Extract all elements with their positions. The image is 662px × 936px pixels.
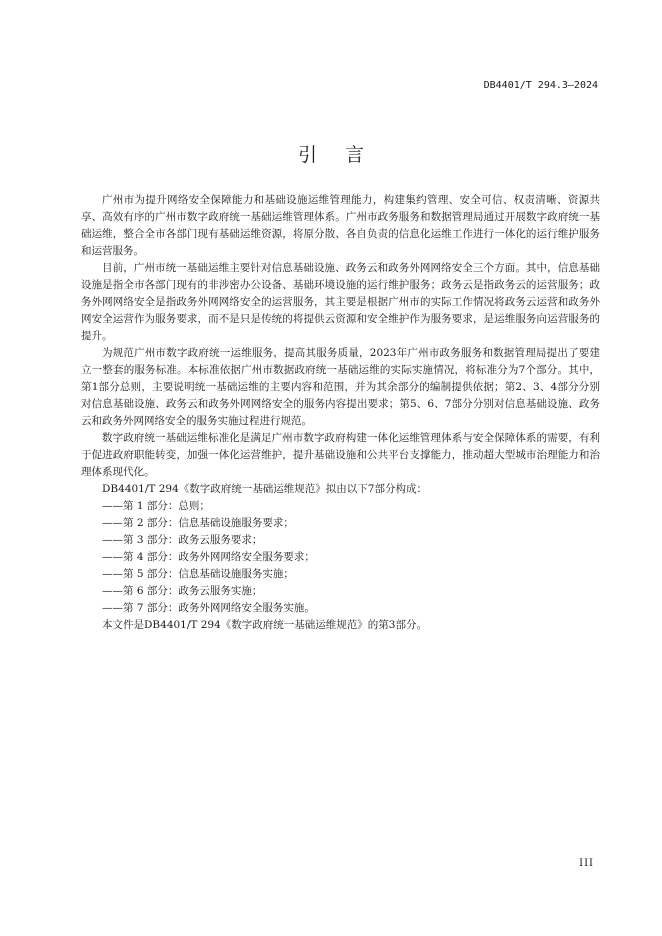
list-item: ——第 3 部分：政务云服务要求； [102,534,263,546]
list-item: ——第 5 部分：信息基础设施服务实施； [102,568,294,580]
body-content [81,192,600,634]
parts-list [81,498,600,617]
intro-paragraph-4: 数字政府统一基础运维标准化是满足广州市数字政府构建一体化运维管理体系与安全保障体系的需要，有利于促进政府职能转变，加强一体化运营维护，提升基础设施和公共平台支撑能力，推动超大型城市治理能力和治理体系现代化。 [81,432,600,478]
list-item: ——第 6 部分：政务云服务实施； [102,585,263,597]
list-item: ——第 2 部分：信息基础设施服务要求； [102,517,294,529]
page-number: III [579,858,594,869]
intro-paragraph-2: 目前，广州市统一基础运维主要针对信息基础设施、政务云和政务外网网络安全三个方面。其中，信息基础设施是指全市各部门现有的非涉密办公设备、基础环境设施的运行维护服务；政务云是指政务云的运营服务；政务外网网络安全是指政务外网网络安全的运营服务，其主要是根据广州市的实际工作情况将政务云运营和政务外网安全运营作为服务要求，而不是只是传统的将提供云资源和安全维护作为服务要求，是运维服务向运营服务的提升。 [81,262,600,342]
list-item: ——第 7 部分：政务外网网络安全服务实施。 [102,602,315,614]
page-title: 引言 [297,144,392,166]
document-code: DB4401/T 294.3—2024 [483,80,598,91]
list-item: ——第 1 部分：总则； [102,500,210,512]
intro-paragraph-1: 广州市为提升网络安全保障能力和基础设施运维管理能力，构建集约管理、安全可信、权责清晰、资源共享、高效有序的广州市数字政府统一基础运维管理体系。广州市政务服务和数据管理局通过开展数字政府统一基础运维，整合全市各部门现有基础运维资源，将原分散、各自负责的信息化运维工作进行一体化的运行维护服务和运营服务。 [81,194,600,257]
parts-intro-paragraph: DB4401/T 294《数字政府统一基础运维规范》拟由以下7部分构成： [102,483,427,495]
closing-paragraph: 本文件是DB4401/T 294《数字政府统一基础运维规范》的第3部分。 [102,619,427,631]
intro-paragraph-3: 为规范广州市数字政府统一运维服务，提高其服务质量，2023年广州市政务服务和数据管理局提出了要建立一整套的服务标准。本标准依据广州市数据政府统一基础运维的实际实施情况，将标准分为7个部分。其中，第1部分总则，主要说明统一基础运维的主要内容和范围，并为其余部分的编制提供依据；第2、3、4部分分别对信息基础设施、政务云和政务外网网络安全的服务内容提出要求；第5、6、7部分分别对信息基础设施、政务云和政务外网网络安全的服务实施过程进行规范。 [81,347,600,427]
list-item: ——第 4 部分：政务外网网络安全服务要求； [102,551,315,563]
